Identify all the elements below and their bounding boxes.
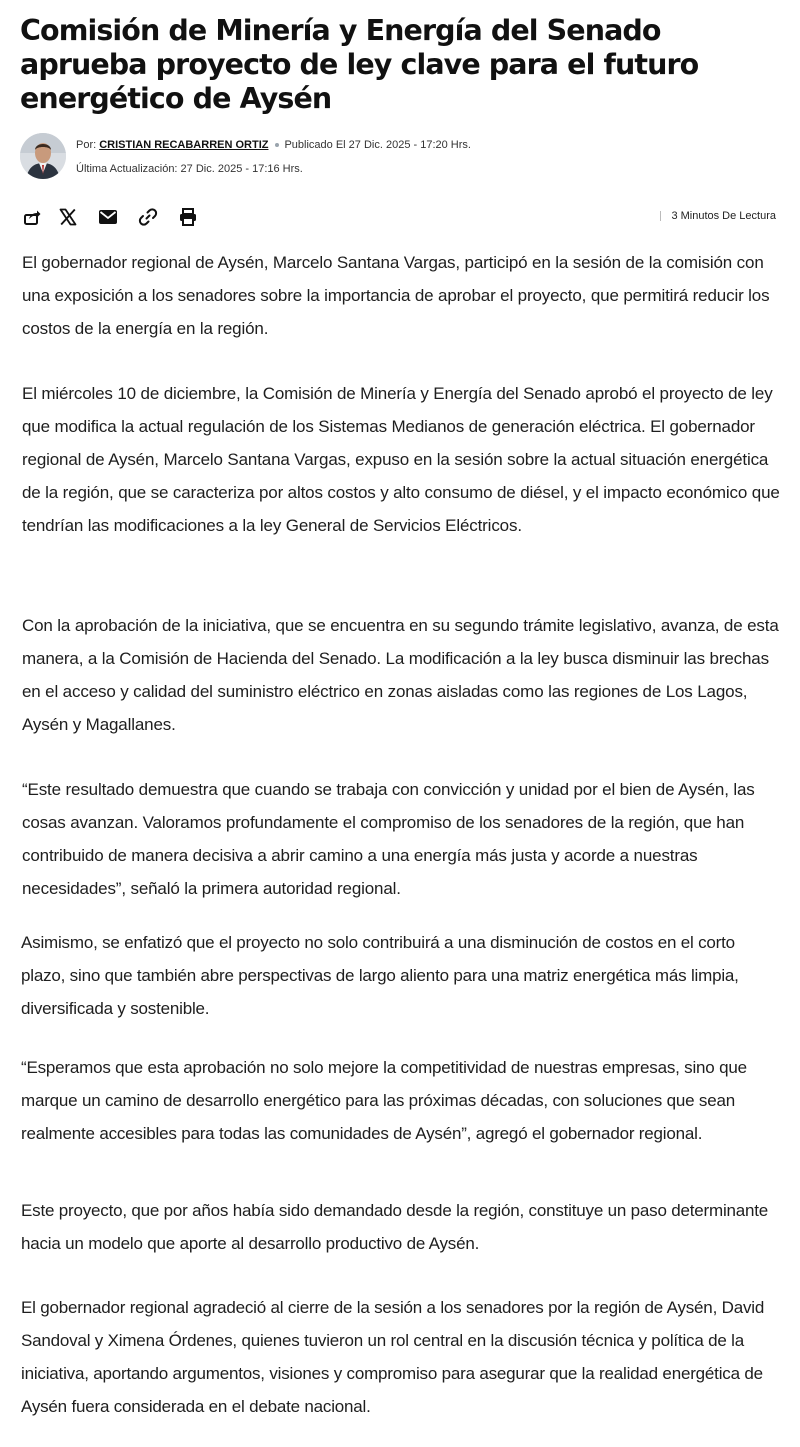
article-paragraph-6: “Esperamos que esta aprobación no solo mejore la competitividad de nuestras empresas, sino que marque un camino de desarrollo energético para las próximas décadas, con soluciones que sean realmente accesibles para todas las comunidades de Aysén”, agregó el gobernador regional. bbox=[21, 1058, 747, 1143]
article-paragraph-7: Este proyecto, que por años había sido demandado desde la región, constituye un paso determinante hacia un modelo que aporte al desarrollo productivo de Aysén. bbox=[21, 1201, 769, 1253]
email-icon bbox=[98, 209, 118, 225]
link-icon bbox=[138, 207, 158, 227]
author-photo bbox=[20, 133, 66, 179]
byline bbox=[20, 133, 780, 183]
share-icon bbox=[23, 208, 41, 226]
article-paragraph-3: Con la aprobación de la iniciativa, que se encuentra en su segundo trámite legislativo, avanza, de esta manera, a la Comisión de Hacienda del Senado. La modificación a la ley busca disminuir las brechas en el acceso y calidad del suministro eléctrico en zonas aisladas como las regiones de Los Lagos, Aysén y Magallanes. bbox=[22, 616, 779, 734]
author-link[interactable]: CRISTIAN RECABARREN ORTIZ bbox=[99, 139, 269, 151]
read-time-label: 3 Minutos De Lectura bbox=[671, 210, 776, 222]
print-button[interactable] bbox=[170, 199, 206, 235]
article-paragraph-5: Asimismo, se enfatizó que el proyecto no solo contribuirá a una disminución de costos en el corto plazo, sino que también abre perspectivas de largo aliento para una matriz energética más limpia, diversificada y sostenible. bbox=[21, 933, 739, 1018]
por-label: Por: bbox=[76, 139, 97, 151]
article-paragraph-1: El gobernador regional de Aysén, Marcelo Santana Vargas, participó en la sesión de la comisión con una exposición a los senadores sobre la importancia de aprobar el proyecto, que permitirá reducir los costos de la energía en la región. bbox=[22, 253, 770, 338]
separator-dot-icon bbox=[275, 143, 279, 147]
author-avatar[interactable] bbox=[20, 133, 66, 179]
author-line bbox=[76, 139, 471, 151]
share-bar bbox=[14, 199, 784, 235]
x-share-button[interactable] bbox=[50, 199, 86, 235]
x-icon bbox=[58, 207, 78, 227]
print-icon bbox=[178, 207, 198, 227]
article-headline: Comisión de Minería y Energía del Senado aprueba proyecto de ley clave para el futuro energético de Aysén bbox=[20, 14, 699, 115]
divider bbox=[660, 211, 661, 221]
article-paragraph-8: El gobernador regional agradeció al cierre de la sesión a los senadores por la región de Aysén, David Sandoval y Ximena Órdenes, quienes tuvieron un rol central en la discusión técnica y política de la iniciativa, aportando argumentos, visiones y compromiso para asegurar que la realidad energética de Aysén fuera considerada en el debate nacional. bbox=[21, 1298, 765, 1416]
copy-link-button[interactable] bbox=[130, 199, 166, 235]
email-share-button[interactable] bbox=[90, 199, 126, 235]
updated-date: Última Actualización: 27 Dic. 2025 - 17:16 Hrs. bbox=[76, 163, 303, 175]
article-paragraph-2: El miércoles 10 de diciembre, la Comisión de Minería y Energía del Senado aprobó el proyecto de ley que modifica la actual regulación de los Sistemas Medianos de generación eléctrica. El gobernador regional de Aysén, Marcelo Santana Vargas, expuso en la sesión sobre la actual situación energética de la región, que se caracteriza por altos costos y alto consumo de diésel, y el impacto económico que tendrían las modificaciones a la ley General de Servicios Eléctricos. bbox=[22, 384, 780, 535]
article-paragraph-4: “Este resultado demuestra que cuando se trabaja con convicción y unidad por el bien de Aysén, las cosas avanzan. Valoramos profundamente el compromiso de los senadores de la región, que han contribuido de manera decisiva a abrir camino a una energía más justa y acorde a nuestras necesidades”, señaló la primera autoridad regional. bbox=[22, 780, 755, 898]
published-date: Publicado El 27 Dic. 2025 - 17:20 Hrs. bbox=[284, 139, 471, 151]
share-button[interactable] bbox=[14, 199, 50, 235]
read-time bbox=[660, 210, 776, 222]
